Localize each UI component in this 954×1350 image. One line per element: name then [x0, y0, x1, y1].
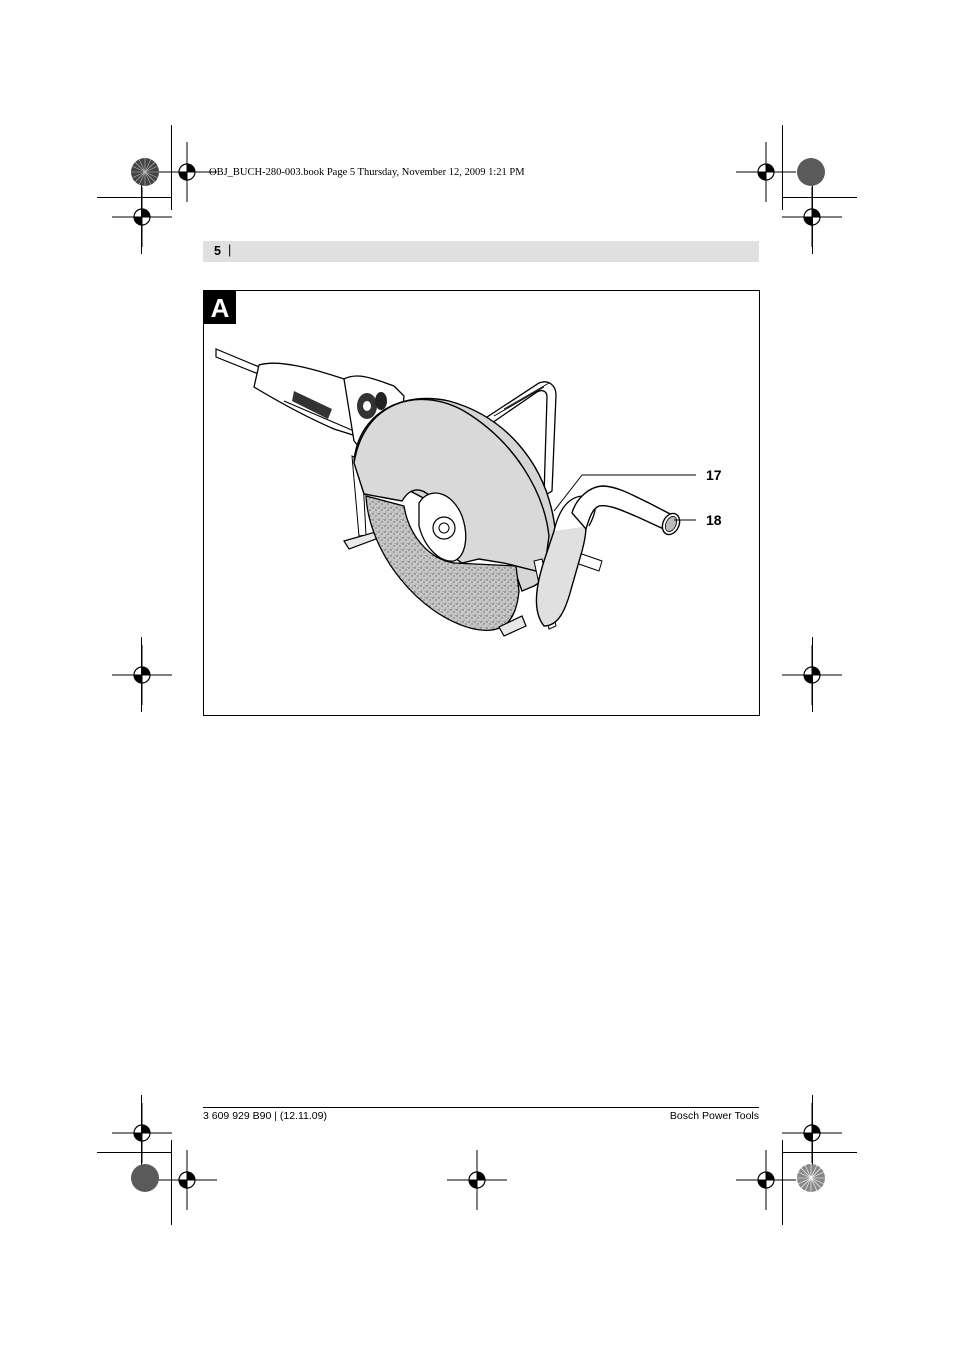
header-separator: | [228, 243, 232, 257]
cut-off-grinder-illustration [204, 291, 759, 715]
registration-crosshair-icon [112, 645, 172, 705]
starburst-mark-icon [130, 1163, 160, 1193]
figure-a-frame [203, 290, 760, 716]
figure-label: A [204, 291, 236, 324]
registration-crosshair-icon [782, 187, 842, 247]
footer-doc-id: 3 609 929 B90 | (12.11.09) [203, 1110, 327, 1122]
registration-crosshair-icon [447, 1150, 507, 1210]
starburst-mark-icon [796, 1163, 826, 1193]
registration-crosshair-icon [782, 645, 842, 705]
footer-rule [203, 1107, 759, 1108]
callout-18: 18 [706, 512, 722, 528]
registration-crosshair-icon [157, 1150, 217, 1210]
page-number: 5 [214, 244, 221, 258]
registration-crosshair-icon [112, 187, 172, 247]
starburst-mark-icon [130, 157, 160, 187]
registration-crosshair-icon [736, 1150, 796, 1210]
starburst-mark-icon [796, 157, 826, 187]
footer-brand: Bosch Power Tools [669, 1110, 759, 1122]
callout-17: 17 [706, 467, 722, 483]
print-slug: OBJ_BUCH-280-003.book Page 5 Thursday, November 12, 2009 1:21 PM [209, 167, 525, 178]
page-header-bar [203, 241, 759, 262]
